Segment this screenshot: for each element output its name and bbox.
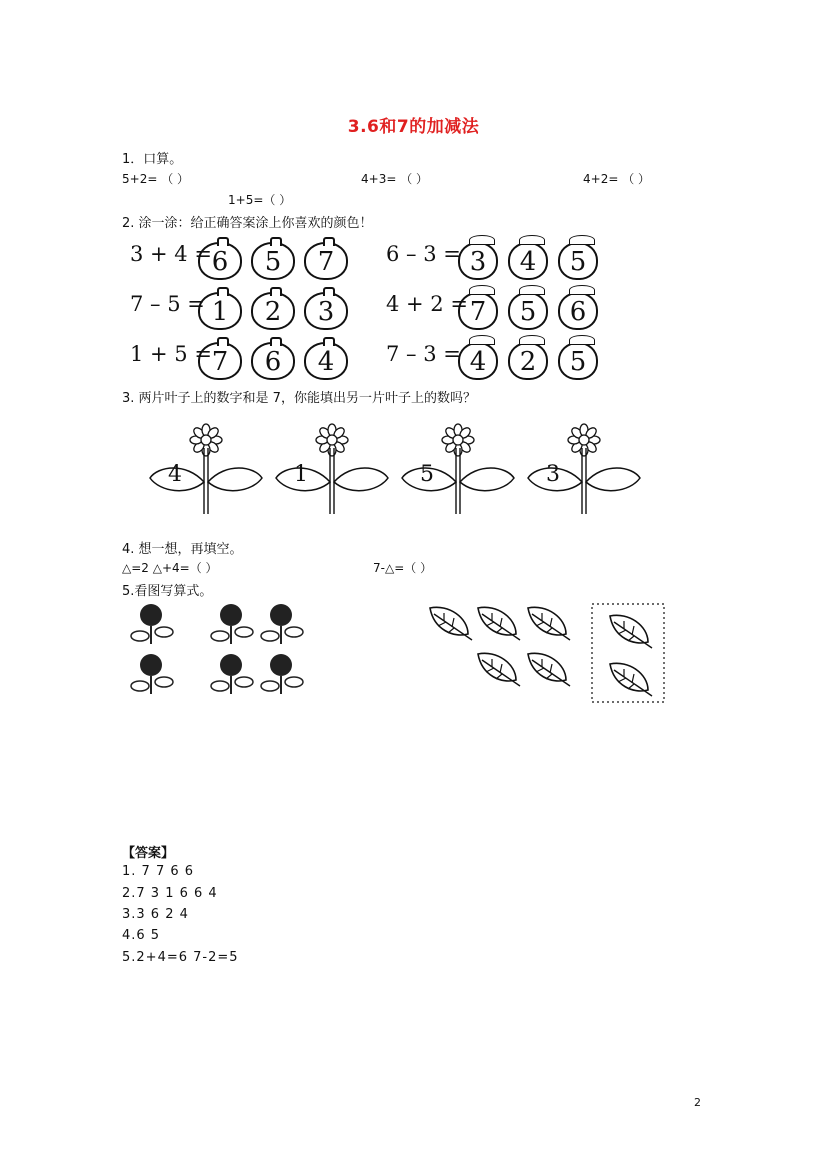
persimmon-option[interactable]: [558, 292, 598, 330]
chrysanthemum-group-right: [206, 600, 316, 700]
leaf-icon: [478, 607, 520, 640]
apple-option[interactable]: [304, 342, 348, 380]
apple-stem: [270, 237, 282, 246]
apple-option[interactable]: [304, 292, 348, 330]
flower-pair: [524, 418, 654, 518]
persimmon-cap: [469, 335, 495, 345]
leaf-icon: [528, 607, 570, 640]
option-number: 5: [569, 247, 587, 277]
leaf-number: 5: [420, 462, 434, 487]
option-number: 3: [317, 297, 335, 327]
leaf-icon: [610, 663, 652, 696]
apple-option[interactable]: [251, 342, 295, 380]
persimmon-cap: [469, 235, 495, 245]
apple-stem: [323, 237, 335, 246]
option-number: 5: [264, 247, 282, 277]
apple-option[interactable]: [198, 342, 242, 380]
apple-option[interactable]: [251, 242, 295, 280]
chrysanthemum-icon: [261, 654, 303, 694]
q2-equation: 1 + 5 =: [130, 342, 212, 366]
q2-equation: 6 – 3 =: [386, 242, 461, 266]
apple-option[interactable]: [198, 292, 242, 330]
persimmon-option[interactable]: [558, 242, 598, 280]
q4-line1: △=2 △+4=（ ）: [122, 561, 218, 575]
q5-heading: 5.看图写算式。: [122, 584, 213, 599]
option-number: 7: [317, 247, 335, 277]
q1-item: 1+5=（ ）: [228, 193, 292, 207]
q4-line2: 7-△=（ ）: [373, 561, 433, 575]
leaves-picture: [424, 600, 674, 706]
flower-icon: [524, 418, 654, 518]
persimmon-cap: [519, 285, 545, 295]
flower-icon: [272, 418, 402, 518]
page-number: 2: [694, 1096, 701, 1109]
persimmon-cap: [569, 335, 595, 345]
persimmon-option[interactable]: [508, 342, 548, 380]
leaf-number: 1: [294, 462, 308, 487]
answer-line: 2.7 3 1 6 6 4: [122, 886, 218, 901]
q1-heading: 1．口算。: [122, 152, 183, 167]
persimmon-option[interactable]: [458, 292, 498, 330]
persimmon-cap: [569, 235, 595, 245]
apple-stem: [323, 337, 335, 346]
option-number: 4: [519, 247, 537, 277]
q1-item: 4+2= （ ）: [583, 172, 651, 186]
persimmon-cap: [569, 285, 595, 295]
q2-equation: 3 + 4 =: [130, 242, 212, 266]
option-number: 7: [469, 297, 487, 327]
option-number: 2: [519, 347, 537, 377]
apple-option[interactable]: [198, 242, 242, 280]
persimmon-option[interactable]: [558, 342, 598, 380]
dashed-box: [592, 604, 664, 702]
answer-line: 1. 7 7 6 6: [122, 864, 195, 879]
chrysanthemum-icon: [211, 654, 253, 694]
page-title: 3.6和7的加减法: [347, 117, 480, 137]
option-number: 6: [211, 247, 229, 277]
option-number: 7: [211, 347, 229, 377]
q2-equation: 4 + 2 =: [386, 292, 468, 316]
persimmon-option[interactable]: [458, 242, 498, 280]
leaf-number: 3: [546, 462, 560, 487]
answer-line: 3.3 6 2 4: [122, 907, 189, 922]
persimmon-option[interactable]: [508, 242, 548, 280]
chrysanthemum-icon: [211, 604, 253, 644]
persimmon-cap: [469, 285, 495, 295]
option-number: 5: [519, 297, 537, 327]
option-number: 4: [317, 347, 335, 377]
q2-heading: 2. 涂一涂：给正确答案涂上你喜欢的颜色！: [122, 216, 373, 231]
apple-stem: [217, 287, 229, 296]
option-number: 4: [469, 347, 487, 377]
option-number: 5: [569, 347, 587, 377]
option-number: 6: [264, 347, 282, 377]
apple-option[interactable]: [251, 292, 295, 330]
leaf-icon: [610, 615, 652, 648]
flower-icon: [146, 418, 276, 518]
q1-item: 4+3= （ ）: [361, 172, 429, 186]
option-number: 3: [469, 247, 487, 277]
apple-option[interactable]: [304, 242, 348, 280]
option-number: 2: [264, 297, 282, 327]
flower-pair: [272, 418, 402, 518]
chrysanthemum-icon: [261, 604, 303, 644]
flower-pair: [146, 418, 276, 518]
answer-line: 4.6 5: [122, 928, 161, 943]
apple-stem: [323, 287, 335, 296]
answers-heading: 【答案】: [122, 846, 175, 861]
option-number: 1: [211, 297, 229, 327]
q4-heading: 4. 想一想，再填空。: [122, 542, 243, 557]
apple-stem: [217, 337, 229, 346]
apple-stem: [217, 237, 229, 246]
leaf-icon: [430, 607, 472, 640]
answer-line: 5.2+4=6 7-2=5: [122, 950, 239, 965]
flower-icon: [398, 418, 528, 518]
leaf-icon: [528, 653, 570, 686]
persimmon-cap: [519, 235, 545, 245]
persimmon-option[interactable]: [458, 342, 498, 380]
q2-equation: 7 – 3 =: [386, 342, 461, 366]
persimmon-cap: [519, 335, 545, 345]
option-number: 6: [569, 297, 587, 327]
q2-equation: 7 – 5 =: [130, 292, 205, 316]
flower-pair: [398, 418, 528, 518]
q3-heading: 3. 两片叶子上的数字和是 7，你能填出另一片叶子上的数吗？: [122, 391, 476, 406]
leaf-icon: [478, 653, 520, 686]
chrysanthemum-icon: [131, 654, 173, 694]
q1-item: 5+2= （ ）: [122, 172, 190, 186]
apple-stem: [270, 337, 282, 346]
apple-stem: [270, 287, 282, 296]
leaf-number: 4: [168, 462, 182, 487]
persimmon-option[interactable]: [508, 292, 548, 330]
chrysanthemum-icon: [131, 604, 173, 644]
chrysanthemum-group-left: [126, 600, 186, 700]
